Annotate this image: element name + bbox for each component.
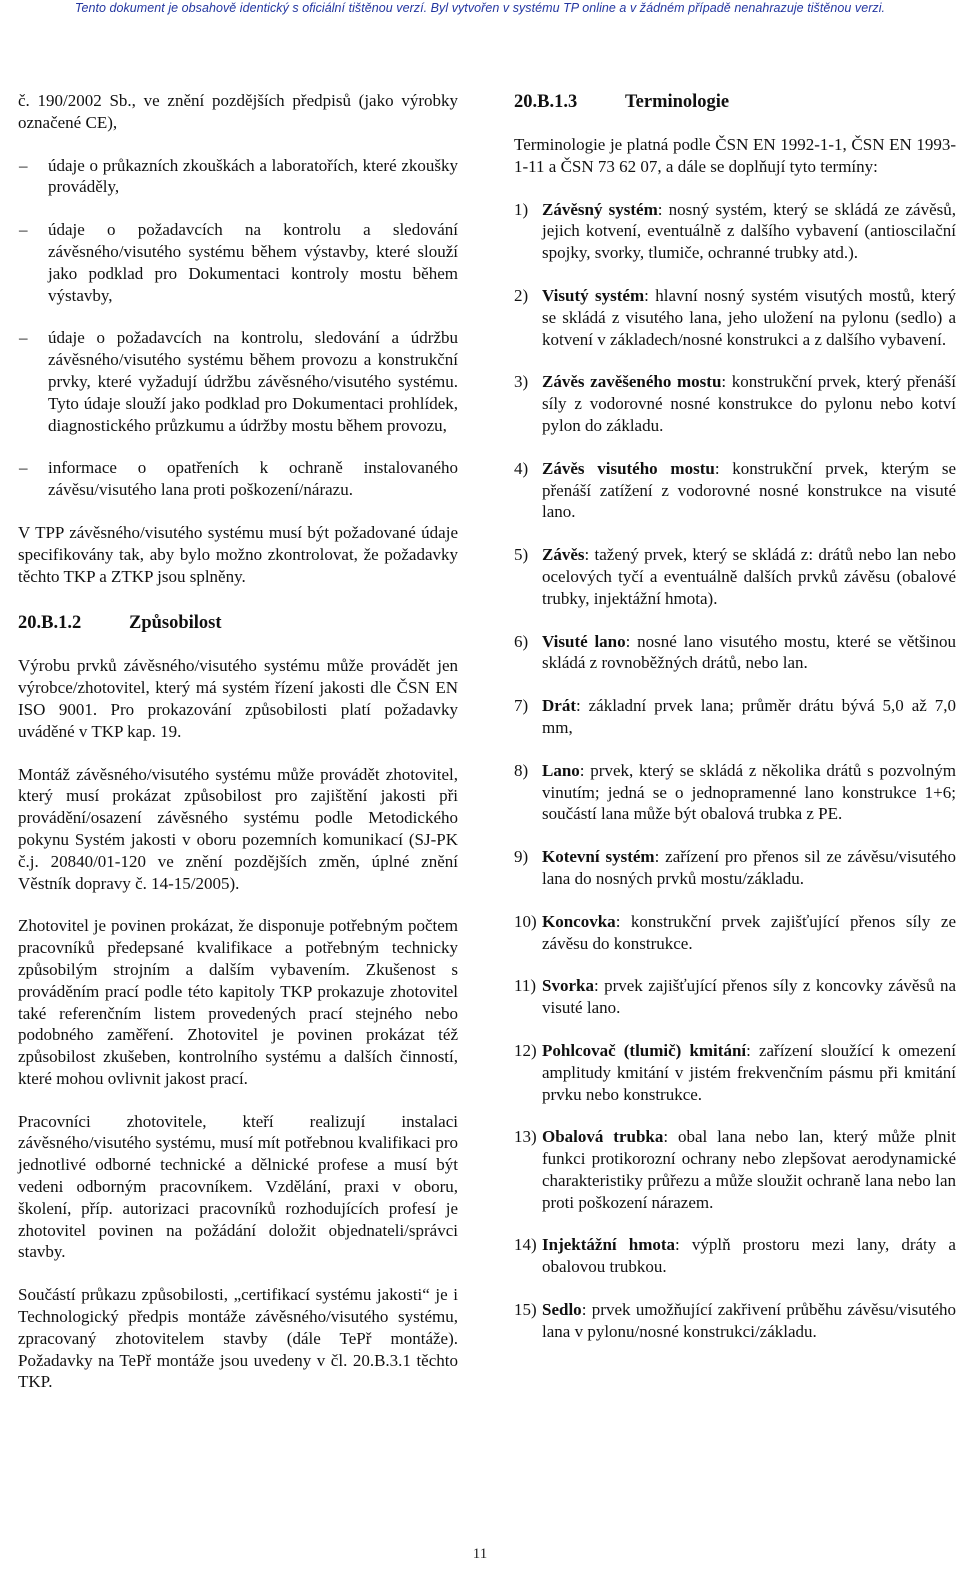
section-number: 20.B.1.2 [18,613,82,634]
term-item [514,695,956,739]
term-number: 10) [514,911,537,931]
list-item-text: údaje o požadavcích na kontrolu, sledování a údržbu závěsného/visutého systému během provozu a konstrukční prvky, které vyžadují údržbu závěsného/visutého systému. Tyto údaje slouží jako podklad pro Dokumentaci prohlídek, diagnostického průzkumu a údržby mostu během provozu, [48,328,458,435]
term-name: Sedlo [542,1300,582,1320]
term-name: Kotevní systém [542,847,655,867]
term-name: Drát [542,696,576,716]
paragraph: Součástí průkazu způsobilosti, „certifikací systému jakosti“ je i Technologický předpis montáže závěsného/visutého systému, zpracovaný zhotovitelem stavby (dále TePř montáže). Požadavky na TePř montáže jsou uvedeny v čl. 20.B.3.1 těchto TKP. [18,1285,458,1392]
term-name: Obalová trubka [542,1127,664,1147]
dash-bullet: – [19,328,28,348]
list-item-text: údaje o průkazních zkouškách a laboratořích, které zkoušky prováděly, [48,155,458,197]
term-list [514,199,956,1343]
term-definition: : konstrukční prvek zajišťující přenos síly ze závěsu do konstrukce. [542,911,956,953]
section-title: Terminologie [625,92,730,112]
term-definition: : hlavní nosný systém visutých mostů, který se skládá z visutého lana, jeho uložení na pylonu (sedlo) a kotvení v základech/nosné konstrukci a z dalšího vybavení. [542,285,957,349]
term-item [514,1040,956,1105]
term-name: Visuté lano [542,631,626,651]
term-number: 5) [514,545,529,565]
right-column [514,90,956,1364]
term-number: 6) [514,631,529,651]
intro-continuation: č. 190/2002 Sb., ve znění pozdějších předpisů (jako výrobky označené CE), [18,91,458,132]
term-number: 7) [514,696,529,716]
term-number: 12) [514,1040,537,1060]
term-item [514,458,956,523]
terminology-intro: Terminologie je platná podle ČSN EN 1992-1-1, ČSN EN 1993-1-11 a ČSN 73 62 07, a dále se doplňují tyto termíny: [514,135,956,176]
term-item [514,1126,956,1213]
term-name: Injektážní hmota [542,1235,676,1255]
term-name: Závěs zavěšeného mostu [542,372,722,392]
term-name: Koncovka [542,911,616,931]
term-definition: : prvek, který se skládá z několika drátů s pozvolným vinutím; jedná se o jednopramenné lano konstrukce 1+6; součástí lana může být obalová trubka z PE. [542,760,956,824]
term-name: Visutý systém [542,285,645,305]
paragraph: Pracovníci zhotovitele, kteří realizují instalaci závěsného/visutého systému, musí mít potřebnou kvalifikaci pro jednotlivé odborné technické a dělnické profese a musí být vedeni odborným pracovníkem. Vzdělání, praxi v oboru, školení, příp. autorizaci pracovníků rozhodujících profesí je zhotovitel povinen na požádání doložit objednateli/správci stavby. [18,1111,458,1262]
term-number: 3) [514,372,529,392]
term-definition: : nosné lano visutého mostu, které se většinou skládá z rovnoběžných drátů, nebo lan. [542,631,956,673]
term-name: Závěs visutého mostu [542,458,715,478]
term-number: 14) [514,1235,537,1255]
term-definition: : výplň prostoru mezi lany, dráty a obalovou trubkou. [542,1235,956,1277]
term-number: 11) [514,976,537,996]
term-number: 13) [514,1127,537,1147]
list-item [18,457,458,501]
list-item-text: informace o opatřeních k ochraně instalovaného závěsu/visutého lana proti poškození/nárazu. [48,458,458,500]
term-number: 8) [514,760,529,780]
dash-bullet: – [19,220,28,240]
term-number: 9) [514,847,529,867]
section-heading [514,90,956,114]
dash-bullet: – [19,155,28,175]
term-item [514,631,956,675]
term-definition: : zařízení pro přenos sil ze závěsu/visutého lana do nosných prvků mostu/základu. [542,847,956,888]
left-column [18,90,458,1414]
term-number: 4) [514,458,529,478]
paragraph: Montáž závěsného/visutého systému může provádět zhotovitel, který musí prokázat způsobilost pro zajištění jakosti při provádění/osazení závěsného systému podle Metodického pokynu Systém jakosti v oboru pozemních komunikací (SJ-PK č.j. 20840/01-120 ve znění pozdějších změn, úplné znění Věstník dopravy č. 14-15/2005). [18,764,458,893]
section-heading [18,611,458,635]
term-definition: : prvek umožňující zakřivení průběhu závěsu/visutého lana v pylonu/nosné konstrukci/základu. [542,1300,956,1341]
term-number: 15) [514,1300,537,1320]
term-definition: : zařízení sloužící k omezení amplitudy kmitání v jistém frekvenčním pásmu při kmitání prvku nebo konstrukce. [542,1040,956,1104]
term-name: Svorka [542,976,594,996]
term-definition: : obal lana nebo lan, který může plnit funkci protikorozní ochrany nebo zlepšovat aerodynamické charakteristiky průřezu a může sloužit ochraně lana nebo lan proti poškození nárazem. [542,1127,956,1212]
paragraph: Výrobu prvků závěsného/visutého systému může provádět jen výrobce/zhotovitel, který má systém řízení jakosti dle ČSN EN ISO 9001. Pro prokazování způsobilosti platí požadavky uváděné v TKP kap. 19. [18,656,458,741]
term-item [514,544,956,609]
term-definition: : tažený prvek, který se skládá z: drátů nebo lan nebo ocelových tyčí a eventuálně dalších prvků závěsu (obalové trubky, injektážní hmota). [542,545,956,608]
term-definition: : prvek zajišťující přenos síly z koncovky závěsů na visuté lano. [542,976,956,1018]
page-number: 11 [472,1546,488,1562]
paragraph: Zhotovitel je povinen prokázat, že disponuje potřebným počtem pracovníků předepsané kvalifikace a potřebným technicky způsobilým strojním a dalším vybavením. Zkušenost s prováděním prací podle této kapitoly TKP prokazuje zhotovitel také referenčním listem provedených prací stejného nebo podobného zaměření. Zhotovitel je povinen prokázat též způsobilost zkušeben, kontrolního systému a dalších činností, které mohou ovlivnit jakost prací. [18,916,458,1088]
term-item [514,760,956,825]
list-item [18,327,458,436]
term-definition: : základní prvek lana; průměr drátu bývá 5,0 až 7,0 mm, [542,696,956,737]
term-number: 1) [514,199,529,219]
term-item [514,846,956,890]
term-name: Lano [542,760,580,780]
term-item [514,1299,956,1343]
term-item [514,1234,956,1278]
term-definition: : nosný systém, který se skládá ze závěsů, jejich kotvení, eventuálně z dalšího vybavení (antioscilační spojky, svorky, tlumiče, ochranné trubky atd.). [542,199,956,263]
disclaimer-banner: Tento dokument je obsahově identický s oficiální tištěnou verzí. Byl vytvořen v systému TP online a v žádném případě nenahrazuje tištěnou verzi. [74,1,886,15]
term-number: 2) [514,285,529,305]
term-definition: : konstrukční prvek, který přenáší síly z vodorovné nosné konstrukce do pylonu nebo kotví pylon do základu. [542,372,957,435]
term-name: Závěs [542,545,585,565]
list-item [18,155,458,199]
term-definition: : konstrukční prvek, kterým se přenáší zatížení z vodorovné nosné konstrukce na visuté lano. [542,458,956,522]
section-title: Způsobilost [129,613,222,634]
list-item [18,219,458,306]
dash-bullet: – [19,458,28,478]
term-item [514,285,956,350]
term-name: Pohlcovač (tlumič) kmitání [542,1040,747,1060]
term-item [514,975,956,1019]
term-item [514,199,956,264]
list-item-text: údaje o požadavcích na kontrolu a sledování závěsného/visutého systému během výstavby, které slouží jako podklad pro Dokumentaci kontroly mostu během výstavby, [48,220,458,305]
term-item [514,371,956,436]
section-number: 20.B.1.3 [514,92,578,112]
term-item [514,911,956,955]
tpp-paragraph: V TPP závěsného/visutého systému musí být požadované údaje specifikovány tak, aby bylo možno zkontrolovat, že požadavky těchto TKP a ZTKP jsou splněny. [18,522,458,586]
term-name: Závěsný systém [542,199,658,219]
